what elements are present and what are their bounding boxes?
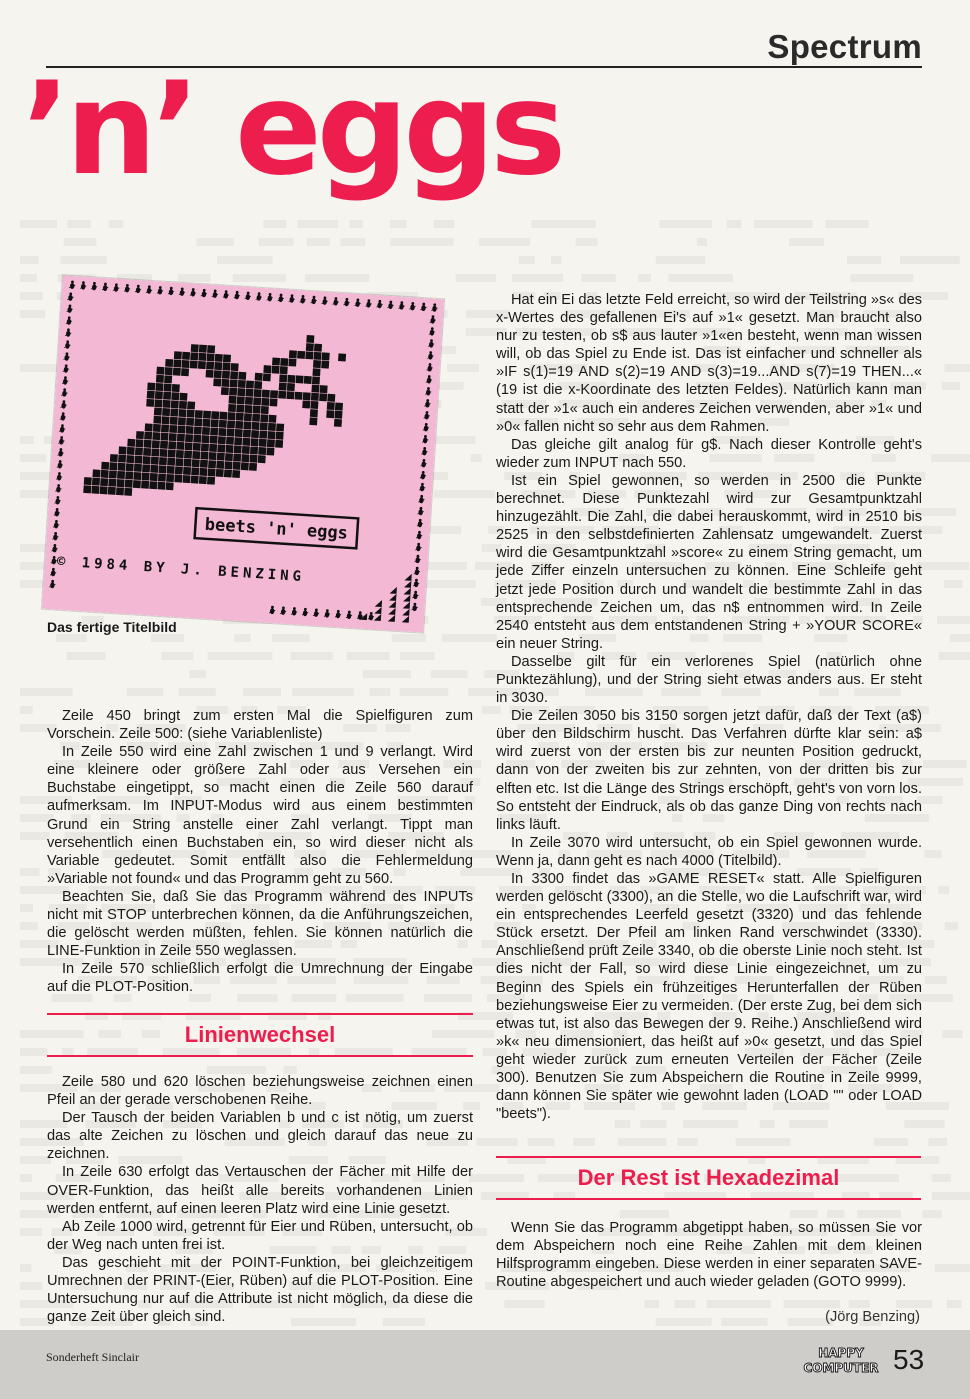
right-column-text	[496, 291, 922, 1123]
logo-line-2: COMPUTER	[803, 1361, 879, 1375]
right-column-text-2	[496, 1219, 922, 1291]
happy-computer-logo	[798, 1344, 884, 1376]
screen-credit-text: © 1984 BY J. BENZING	[56, 553, 306, 586]
subheading-text: Linienwechsel	[184, 1022, 336, 1047]
paragraph: In Zeile 3070 wird untersucht, ob ein Spiel gewonnen wurde. Wenn ja, dann geht es nach 4000 (Titelbild).	[496, 834, 922, 869]
section-label: Spectrum	[767, 28, 922, 65]
page-number: 53	[893, 1344, 925, 1375]
paragraph: Die Zeilen 3050 bis 3150 sorgen jetzt dafür, daß der Text (a$) über den Bildschirm huscht. Das Verfahren dürfte klar sein: a$ wird zuerst von der ersten bis zur neunten Position gedruckt, dann von der zweiten bis zur zehnten, von der dritten bis zur elften etc. Ist die Länge des Strings erschöpft, geht's von vorn los. So entsteht der Eindruck, als ob das ganze Ding von rechts nach links läuft.	[496, 708, 922, 833]
subheading-text: Der Rest ist Hexadezimal	[577, 1165, 840, 1190]
paragraph: Beachten Sie, daß Sie das Programm während des INPUTs nicht mit STOP unterbrechen können, da die Anführungszeichen, die gelöscht werden müßten, fehlen. Sie können natürlich die LINE-Funktion in Zeile 550 weglassen.	[47, 888, 473, 960]
screen-title-text: beets 'n' eggs	[204, 514, 349, 544]
paragraph: Hat ein Ei das letzte Feld erreicht, so wird der Teilstring »s« des x-Wertes des gefallenen Ei's auf »1« gesetzt. Man braucht also nur zu testen, ob s$ aus lauter »1«en besteht, wenn man wissen will, ob das Spiel zu Ende ist. Das ist einfacher und schneller als »IF s(1)=19 AND s(2)=19 AND s(3)=19...AND s(7)=19 THEN...« (19 ist die x-Koordinate des letzten Feldes). Natürlich kann man statt der »1« auch ein anderes Zeichen verwenden, aber »1« und »0« fallen nicht so sehr aus dem Rahmen.	[496, 292, 922, 435]
left-column-text	[47, 707, 473, 997]
paragraph: Wenn Sie das Programm abgetippt haben, so müssen Sie vor dem Abspeichern noch eine Reihe Zahlen mit dem kleinen Hilfsprogramm eingeben. Diese werden in einer separaten SAVE-Routine abgespeichert und auch wieder geladen (GOTO 9999).	[496, 1220, 922, 1291]
paragraph: Dasselbe gilt für ein verlorenes Spiel (natürlich ohne Punktezählung), und der String sieht etwas anders aus. Er steht in 3030.	[496, 653, 922, 707]
paragraph: In Zeile 550 wird eine Zahl zwischen 1 und 9 verlangt. Wird eine kleinere oder größere Zahl oder aus Versehen ein Buchstabe eingetippt, so macht einen die Zeile 560 darauf aufmerksam. Im INPUT-Modus wird aus einem bestimmten Grund ein String anstelle einer Zahl verlangt. Tippt man versehentlich einen Buchstaben ein, so wird dieser nicht als Variable gedeutet. Somit entfällt also die Fehlermeldung »Variable not found« und das Programm geht zu 560.	[47, 744, 473, 887]
page-footer	[0, 1330, 970, 1399]
title-screen-image	[42, 275, 444, 632]
title-screen-figure	[42, 275, 444, 632]
paragraph: In 3300 findet das »GAME RESET« statt. Alle Spielfiguren werden gelöscht (3300), an die Stelle, wo die Laufschrift war, wird ein entsprechendes Leerfeld gesetzt (3320) und das fehlende Stück ersetzt. Der Pfeil am linken Rand verschwindet (3330). Anschließend prüft Zeile 3340, ob die oberste Linie noch steht. Ist dies nicht der Fall, so wird diese Linie eingezeichnet, um zu Beginn des Spiels ein frühzeitiges Herunterfallen der Rüben beziehungsweise Eier zu vermeiden. (Der erste Zug, bei dem sich etwas tut, ist also das Bewegen der 9. Reihe.) Anschließend wird »k« neu dimensioniert, das heißt auf »0« gesetzt, und das Spiel geht wieder zurück zum erneuten Verteilen der Fächer (Zeile 300). Benutzen Sie zum Abspeichern die Routine in Zeile 9999, dann können Sie später wie gewohnt laden (LOAD "" oder LOAD "beets").	[496, 871, 922, 1123]
logo-line-1: HAPPY	[818, 1346, 864, 1360]
paragraph: Zeile 450 bringt zum ersten Mal die Spielfiguren zum Vorschein. Zeile 500: (siehe Variablenliste)	[47, 708, 473, 743]
paragraph: Das geschieht mit der POINT-Funktion, bei gleichzeitigem Umrechnen der PRINT-(Eier, Rüben) auf die PLOT-Position. Eine Untersuchung nur auf die Attribute ist nicht möglich, da diese die ganze Zeit über gleich sind.	[47, 1254, 473, 1326]
left-column-text-2	[47, 1073, 473, 1326]
paragraph: Zeile 580 und 620 löschen beziehungsweise zeichnen einen Pfeil an der gerade verschobenen Reihe.	[47, 1074, 473, 1109]
article-title: ’n’ eggs	[22, 55, 562, 204]
figure-caption: Das fertige Titelbild	[47, 619, 177, 635]
author-credit: (Jörg Benzing)	[825, 1309, 920, 1325]
paragraph: Ab Zeile 1000 wird, getrennt für Eier und Rüben, untersucht, ob der Weg nach unten frei ist.	[47, 1218, 473, 1253]
paragraph: Das gleiche gilt analog für g$. Nach dieser Kontrolle geht's wieder zum INPUT nach 550.	[496, 436, 922, 471]
footer-publication: Sonderheft Sinclair	[46, 1350, 139, 1364]
subheading-hexadezimal	[496, 1156, 921, 1200]
paragraph: In Zeile 630 erfolgt das Vertauschen der Fächer mit Hilfe der OVER-Funktion, das heißt alle bereits vorhandenen Linien werden entfernt, auf einen leeren Platz wird eine Linie gesetzt.	[47, 1164, 473, 1217]
paragraph: In Zeile 570 schließlich erfolgt die Umrechnung der Eingabe auf die PLOT-Position.	[47, 961, 473, 996]
paragraph: Ist ein Spiel gewonnen, so werden in 2500 die Punkte berechnet. Diese Punktezahl wird zur Gesamtpunktzahl hinzugezählt. Die Zahl, die dabei herauskommt, wird in 2510 bis 2525 in den selbstdefinierten Zahlensatz umgewandelt. Zuerst wird die Gesamtpunktzahl »score« zu einem String gemacht, um jede Ziffer einzeln untersuchen zu können. Eine Schleife geht jetzt jede Position durch und wandelt die bestimmte Zahl in das entsprechende Zeichen um, das n$ entnommen wird. In Zeile 2540 entsteht aus dem entstandenen String + »YOUR SCORE« ein neuer String.	[496, 472, 922, 652]
paragraph: Der Tausch der beiden Variablen b und c ist nötig, um zuerst das alte Zeichen zu löschen und gleich darauf das neue zu zeichnen.	[47, 1110, 473, 1163]
subheading-linienwechsel	[47, 1013, 473, 1057]
